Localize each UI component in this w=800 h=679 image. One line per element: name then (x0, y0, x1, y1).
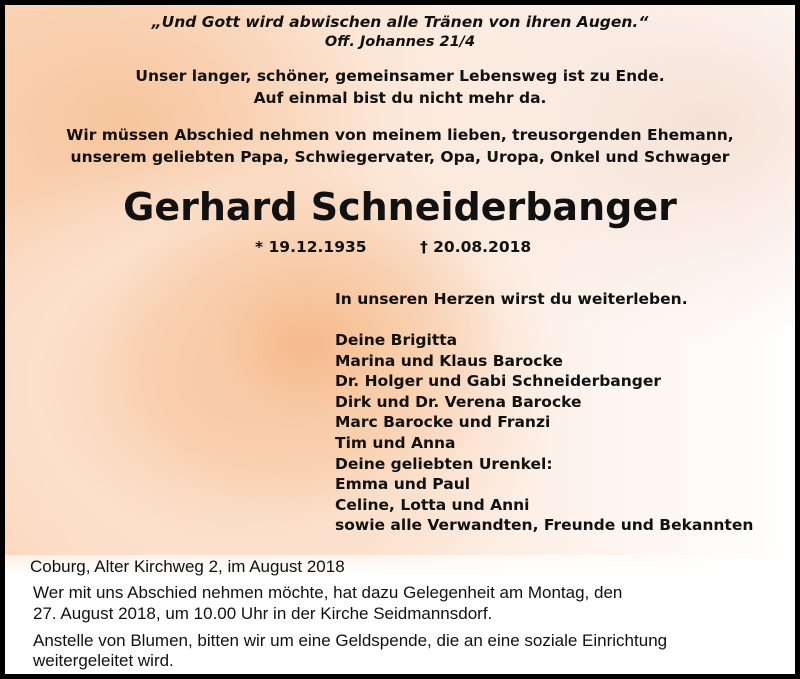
mourner: Marina und Klaus Barocke (335, 351, 563, 370)
mourners-list (335, 330, 753, 536)
farewell-line-1: Wir müssen Abschied nehmen von meinem lieben, treusorgenden Ehemann, (66, 126, 734, 144)
motto: In unseren Herzen wirst du weiterleben. (335, 290, 688, 308)
donation-line-2: weitergeleitet wird. (33, 651, 174, 670)
mourner: Deine geliebten Urenkel: (335, 454, 553, 473)
mourner: Emma und Paul (335, 475, 471, 494)
death-date: † 20.08.2018 (420, 238, 532, 256)
quote-source: Off. Johannes 21/4 (324, 34, 476, 50)
mourner: Deine Brigitta (335, 331, 458, 349)
quote-text: „Und Gott wird abwischen alle Tränen von ihren Augen.“ (151, 13, 649, 31)
mourner: Dirk und Dr. Verena Barocke (335, 392, 582, 411)
service-line-2: 27. August 2018, um 10.00 Uhr in der Kirche Seidmannsdorf. (33, 604, 493, 623)
birth-date: * 19.12.1935 (255, 238, 367, 256)
mourner: Tim und Anna (335, 433, 456, 452)
mourner: sowie alle Verwandten, Freunde und Bekannten (335, 516, 754, 535)
intro-line-1: Unser langer, schöner, gemeinsamer Lebensweg ist zu Ende. (135, 67, 665, 85)
service-line-1: Wer mit uns Abschied nehmen möchte, hat dazu Gelegenheit am Montag, den (33, 583, 623, 602)
footer-place: Coburg, Alter Kirchweg 2, im August 2018 (30, 557, 345, 576)
deceased-name: Gerhard Schneiderbanger (123, 185, 677, 229)
farewell-line-2: unserem geliebten Papa, Schwiegervater, Opa, Uropa, Onkel und Schwager (70, 148, 730, 166)
mourner: Dr. Holger und Gabi Schneiderbanger (335, 372, 662, 391)
mourner: Marc Barocke und Franzi (335, 413, 551, 432)
mourner: Celine, Lotta und Anni (335, 495, 530, 514)
donation-line-1: Anstelle von Blumen, bitten wir um eine Geldspende, die an eine soziale Einrichtung (33, 631, 668, 650)
intro-line-2: Auf einmal bist du nicht mehr da. (253, 89, 547, 107)
